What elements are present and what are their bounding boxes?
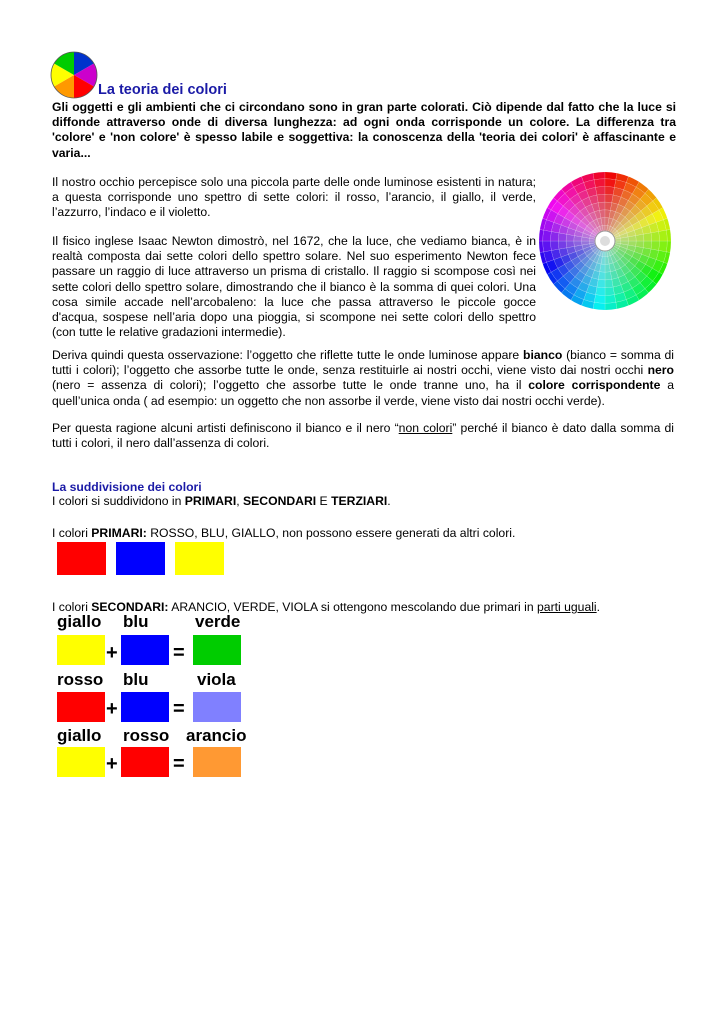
mix-2-right-label: blu [123,670,149,689]
wheel-segment [651,232,659,241]
non-colors-underlined: non colori [398,421,453,435]
mix-1-result-swatch [193,635,241,665]
intro-paragraph: Gli oggetti e gli ambienti che ci circondano sono in gran parte colorati. Ciò dipende dal fatto che la luce si diffonde attraverso onde di diversa lunghezza: ad ogni onda corrisponde un colore. La differenza tra 'colore' e 'non colore' è spesso labile e soggettiva: la conoscenza della 'teoria dei colori' è affascinante e varia... [52,100,676,160]
paragraph-observation [52,348,674,409]
mix-3-result-swatch [193,747,241,777]
subdivision-line [52,494,391,509]
primary-swatch-red [57,542,106,575]
wheel-segment [543,241,552,252]
wheel-segment [605,171,617,180]
secondaries-label: SECONDARI: [91,600,169,614]
wheel-segment [597,194,605,202]
section-title-subdivision: La suddivisione dei colori [52,480,202,494]
mix-1-result-label: verde [195,612,241,631]
primaries-text-a: I colori [52,526,92,540]
paragraph-newton: Il fisico inglese Isaac Newton dimostrò, nel 1672, che la luce, che vediamo bianca, è in realtà composta dai sette colori dello spettro solare. Nel suo esperimento Newton fece passare un raggio di luce attraverso un prisma di cristallo. Il raggio si scompose così nei sette colori dello spettro solare, dimostrando che il bianco è la somma di quei colori. Una cosa simile accade nell’arcobaleno: la luce che passa attraverso le piccole gocce d'acqua, sospese nell’aria dopo una pioggia, si scompone nei sette colori dello spettro (con tutte le relative gradazioni intermedie). [52,234,536,340]
mix-1-right-swatch [121,635,169,665]
primaries-line [52,526,515,541]
mix-2-equals: = [173,698,185,720]
mix-2-result-swatch [193,692,241,722]
wheel-segment [593,171,605,180]
mix-3-left-label: giallo [57,726,102,745]
wheel-segment [558,241,566,249]
observation-text-a: Deriva quindi questa osservazione: l’oggetto che riflette tutte le onde luminose appare [52,348,524,362]
non-colors-text-a: Per questa ragione alcuni artisti definiscono il bianco e il nero “ [52,421,399,435]
page-title: La teoria dei colori [98,82,227,98]
subdivision-secondari: SECONDARI [243,494,317,508]
color-wheel-logo-icon [50,51,98,99]
wheel-segment [594,295,605,304]
secondaries-underlined: parti uguali [537,600,597,614]
mix-3-right-label: rosso [123,726,170,745]
mix-2-right-swatch [121,692,169,722]
mix-1-equals: = [173,642,185,664]
wheel-segment [605,187,614,195]
subdivision-text-e: . [387,494,391,508]
wheel-segment [596,187,605,195]
paragraph-spectrum: Il nostro occhio percepisce solo una piccola parte delle onde luminose esistenti in natura; a questa corrisponde uno spettro di sette colori: il rosso, l’arancio, il giallo, il verde, l’azzurro, l’indaco e il violetto. [52,175,536,220]
primaries-text-c: ROSSO, BLU, GIALLO, non possono essere generati da altri colori. [146,526,516,540]
mix-2-left-label: rosso [57,670,104,689]
subdivision-text-a: I colori si suddividono in [52,494,185,508]
observation-bold-corresponding: colore corrispondente [528,378,661,393]
wheel-segment [643,233,651,241]
wheel-segment [605,302,617,311]
non-colors-text-b: ” perché il bianco è dato dalla somma di tutti i colori, il nero dall’assenza di colori. [52,421,674,451]
wheel-segment [605,179,616,188]
wheel-segment [543,230,552,241]
wheel-segment [605,279,613,287]
paragraph-non-colors [52,421,674,451]
secondaries-text-c: ARANCIO, VERDE, VIOLA si ottengono mescolando due primari in [168,600,538,614]
wheel-segment [566,241,574,248]
observation-text-e: a quell’unica onda ( ad esempio: un oggetto che non assorbe il verde, viene visto dai nostri occhi verde). [52,378,674,408]
wheel-segment [598,202,605,210]
mix-2-result-label: viola [197,670,236,689]
primary-swatch-yellow [175,542,224,575]
wheel-segment [605,295,616,304]
observation-bold-white: bianco [523,348,563,362]
mix-1-left-swatch [57,635,105,665]
mix-1-left-label: giallo [57,612,102,631]
mix-1-right-label: blu [123,612,149,631]
primary-swatch-blue [116,542,165,575]
wheel-segment [596,287,605,295]
wheel-segment [594,179,605,188]
mix-1-plus: + [106,642,118,664]
wheel-segment [551,232,559,241]
mix-2-plus: + [106,698,118,720]
secondaries-text-a: I colori [52,600,92,614]
wheel-segment [659,241,668,252]
wheel-segment [605,272,612,280]
wheel-segment [636,234,644,241]
mix-3-plus: + [106,753,118,775]
mix-3-right-swatch [121,747,169,777]
color-wheel-image [538,171,672,311]
wheel-segment [593,302,605,311]
observation-bold-black: nero [647,363,674,378]
mix-2-left-swatch [57,692,105,722]
wheel-segment [551,241,559,250]
wheel-segment [605,287,614,295]
subdivision-text-d: E [316,494,332,508]
mix-3-left-swatch [57,747,105,777]
observation-text-c: (bianco = somma di tutti i colori); l’oggetto che assorbe tutte le onde, senza restituirle ai nostri occhi, viene visto dai nostri occhi [52,348,675,378]
mix-3-result-label: arancio [186,726,247,745]
secondaries-text-d: . [596,600,601,614]
wheel-segment [651,241,659,250]
subdivision-primari: PRIMARI [184,494,237,508]
observation-text-d: (nero = assenza di colori); l’oggetto che assorbe tutte le onde tranne uno, ha il [52,378,529,393]
mix-3-equals: = [173,753,185,775]
subdivision-terziari: TERZIARI [331,494,388,508]
primaries-label: PRIMARI: [91,526,147,540]
subdivision-text-c: , [236,494,244,508]
wheel-segment [659,230,668,241]
